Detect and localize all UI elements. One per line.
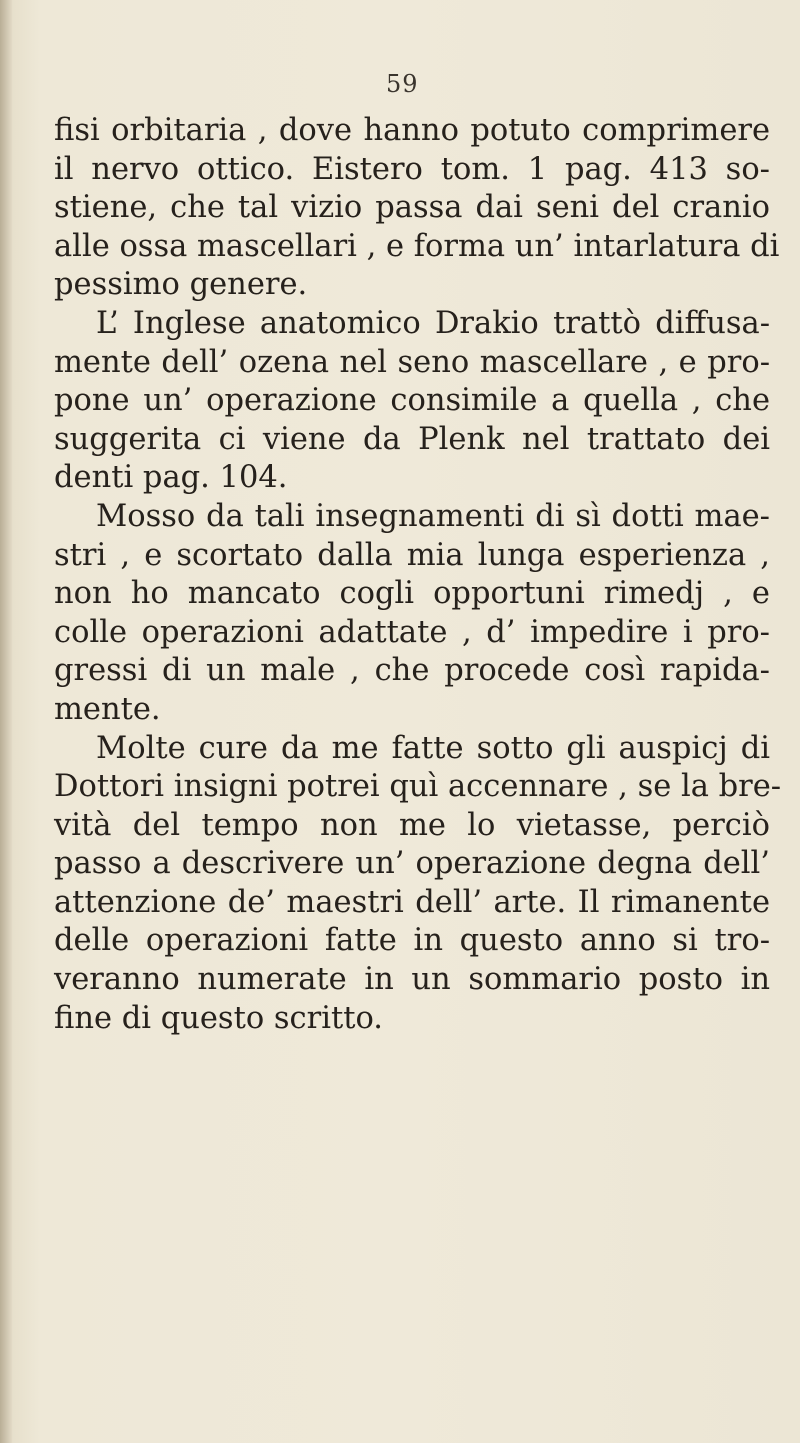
body-text [54,112,782,1038]
text-line: mente dell’ ozena nel seno mascellare , e pro- [54,344,770,380]
text-line: alle ossa mascellari , e forma un’ intarlatura di [54,228,780,264]
page-edge-shadow [0,0,12,1443]
paragraph-end-line: mente. [54,691,161,727]
text-line: stiene, che tal vizio passa dai seni del cranio [54,190,770,226]
text-line: delle operazioni fatte in questo anno si tro- [54,923,770,959]
text-line: non ho mancato cogli opportuni rimedj , e [54,576,770,612]
paragraph-end-line: denti pag. 104. [54,460,288,496]
text-line: stri , e scortato dalla mia lunga esperienza , [54,537,770,573]
page-number: 59 [386,70,419,98]
paragraph-end-line: pessimo genere. [54,267,308,303]
paragraph-start-line: Molte cure da me fatte sotto gli auspicj di [96,730,770,766]
text-line: gressi di un male , che procede così rapida- [54,653,770,689]
text-line: passo a descrivere un’ operazione degna dell’ [54,846,770,882]
text-line: Dottori insigni potrei quì accennare , se la bre- [54,769,782,805]
text-line: pone un’ operazione consimile a quella , che [54,383,770,419]
text-line: veranno numerate in un sommario posto in [54,962,770,998]
text-line: fisi orbitaria , dove hanno potuto comprimere [54,113,770,148]
text-line: suggerita ci viene da Plenk nel trattato dei [54,421,770,457]
text-line: colle operazioni adattate , d’ impedire i pro- [54,614,770,650]
paragraph-start-line: Mosso da tali insegnamenti di sì dotti mae- [96,498,770,534]
text-line: vità del tempo non me lo vietasse, perciò [54,807,770,843]
text-line: attenzione de’ maestri dell’ arte. Il rimanente [54,884,770,920]
text-line: il nervo ottico. Eistero tom. 1 pag. 413 so- [54,151,770,187]
paragraph-start-line: L’ Inglese anatomico Drakio trattò diffusa- [96,305,770,341]
paragraph-end-line: fine di questo scritto. [54,1000,383,1036]
